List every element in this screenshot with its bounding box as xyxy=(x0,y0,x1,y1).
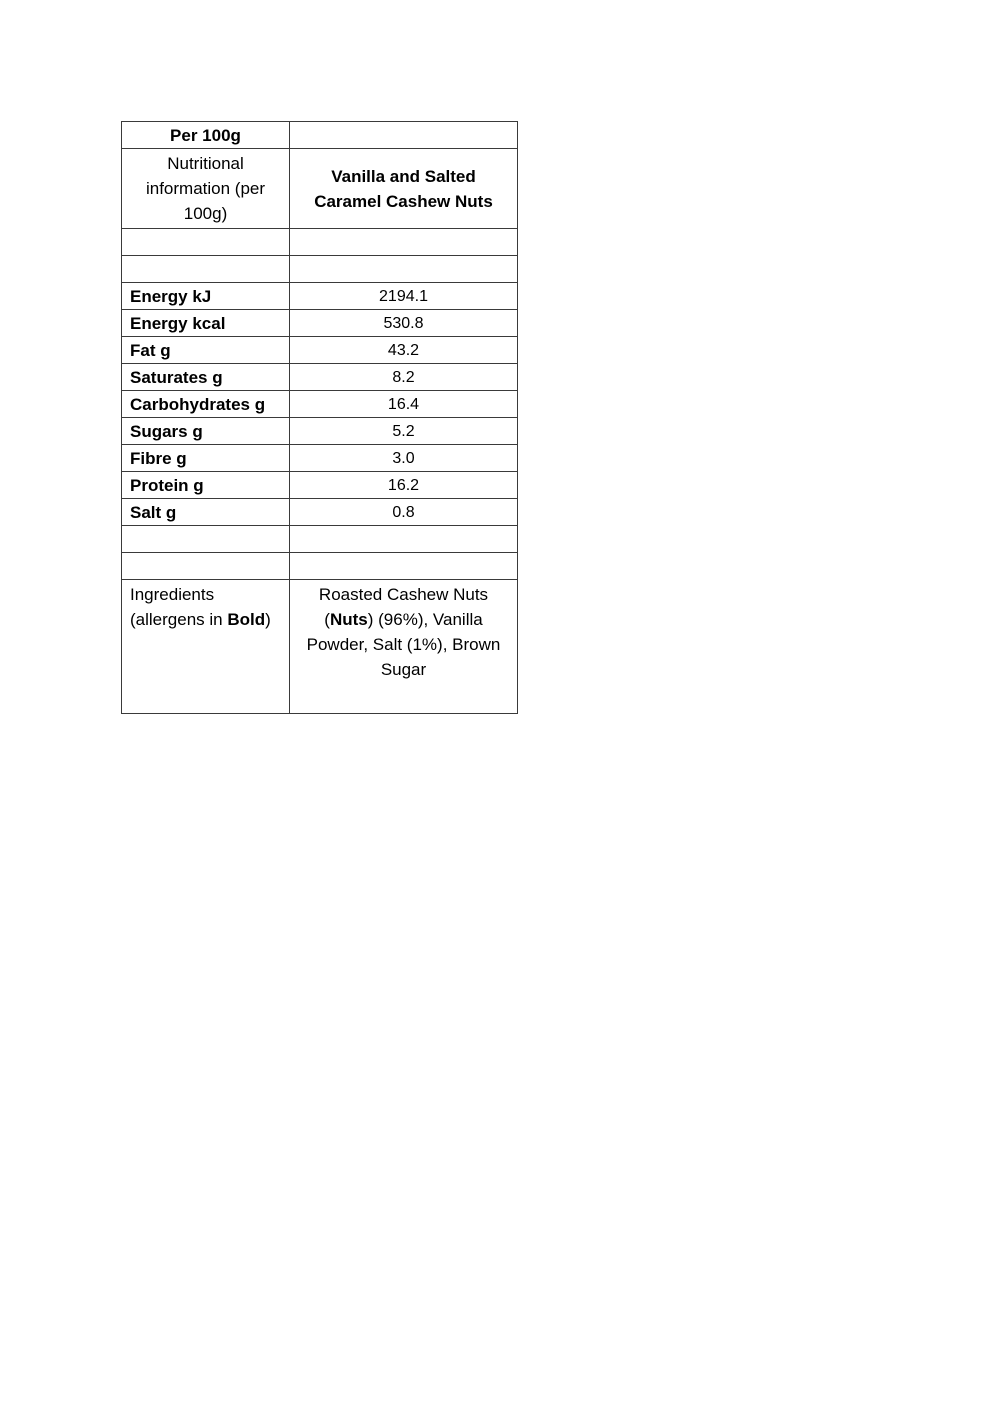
table-row xyxy=(122,256,518,283)
empty-cell xyxy=(290,229,518,256)
ingredients-text-before: Roasted Cashew Nuts ( xyxy=(318,585,489,629)
nutrient-value: 16.4 xyxy=(290,391,518,418)
nutrient-value: 0.8 xyxy=(290,499,518,526)
ingredients-text xyxy=(290,580,518,714)
ingredients-label-suffix: ) xyxy=(265,610,271,629)
nutrient-value: 8.2 xyxy=(290,364,518,391)
nutrient-label: Protein g xyxy=(122,472,290,499)
table-row xyxy=(122,337,518,364)
table-row xyxy=(122,283,518,310)
empty-cell xyxy=(122,526,290,553)
table-row xyxy=(122,553,518,580)
table-row xyxy=(122,364,518,391)
nutrient-label: Salt g xyxy=(122,499,290,526)
empty-cell xyxy=(122,553,290,580)
ingredients-label-bold: Bold xyxy=(227,610,266,629)
table-row xyxy=(122,499,518,526)
empty-cell xyxy=(290,553,518,580)
empty-cell xyxy=(290,526,518,553)
table-row xyxy=(122,122,518,149)
empty-cell xyxy=(122,256,290,283)
nutrient-label: Energy kcal xyxy=(122,310,290,337)
table-row xyxy=(122,418,518,445)
table-row xyxy=(122,229,518,256)
nutrient-value: 3.0 xyxy=(290,445,518,472)
nutrient-value: 2194.1 xyxy=(290,283,518,310)
nutrient-value: 5.2 xyxy=(290,418,518,445)
empty-cell xyxy=(290,122,518,149)
nutrient-label: Sugars g xyxy=(122,418,290,445)
table-row xyxy=(122,472,518,499)
nutrient-label: Fibre g xyxy=(122,445,290,472)
ingredients-label-prefix: Ingredients (allergens in xyxy=(130,585,228,629)
nutrient-label: Saturates g xyxy=(122,364,290,391)
ingredients-text-after: ) (96%), Vanilla Powder, Salt (1%), Brown Sugar xyxy=(306,610,501,679)
table-row xyxy=(122,580,518,714)
nutritional-info-label: Nutritional information (per 100g) xyxy=(122,149,290,229)
nutrient-value: 43.2 xyxy=(290,337,518,364)
product-name: Vanilla and Salted Caramel Cashew Nuts xyxy=(290,149,518,229)
nutrition-table xyxy=(121,121,518,714)
nutrient-label: Fat g xyxy=(122,337,290,364)
allergen-nuts: Nuts xyxy=(329,610,368,629)
table-row xyxy=(122,391,518,418)
table-row xyxy=(122,310,518,337)
table-row xyxy=(122,149,518,229)
empty-cell xyxy=(290,256,518,283)
nutrient-label: Energy kJ xyxy=(122,283,290,310)
table-row xyxy=(122,445,518,472)
table-row xyxy=(122,526,518,553)
ingredients-label xyxy=(122,580,290,714)
nutrient-label: Carbohydrates g xyxy=(122,391,290,418)
per-100g-heading: Per 100g xyxy=(122,122,290,149)
nutrient-value: 16.2 xyxy=(290,472,518,499)
empty-cell xyxy=(122,229,290,256)
nutrient-value: 530.8 xyxy=(290,310,518,337)
